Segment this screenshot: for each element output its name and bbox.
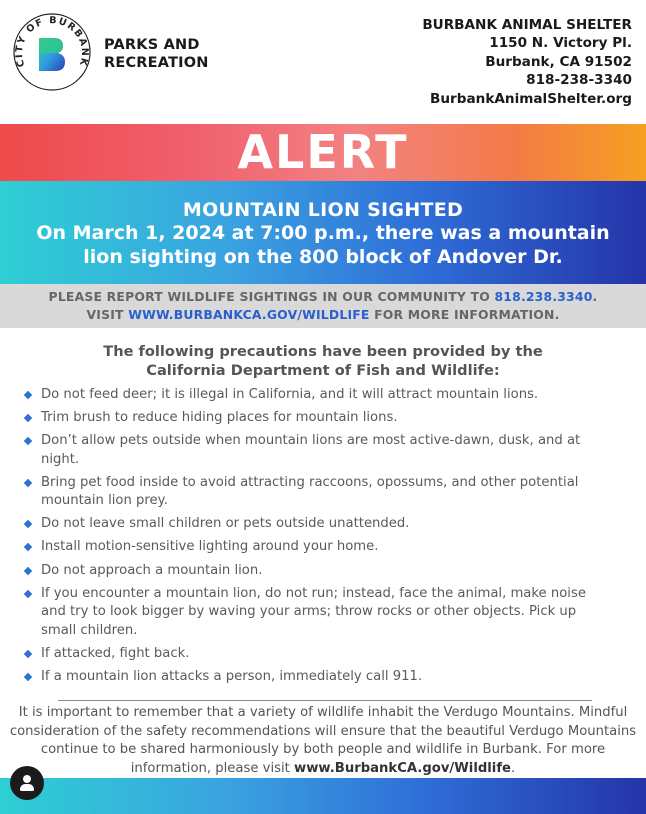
report-line1-text: PLEASE REPORT WILDLIFE SIGHTINGS IN OUR COMMUNITY TO [48, 289, 495, 304]
report-panel [0, 284, 646, 328]
precaution-text: Trim brush to reduce hiding places for mountain lions. [41, 410, 398, 426]
sighting-panel [0, 181, 646, 284]
precaution-text: If a mountain lion attacks a person, immediately call 911. [41, 668, 423, 684]
precaution-item [24, 562, 614, 581]
diamond-bullet-icon [24, 479, 32, 487]
avatar-body [20, 784, 34, 791]
intro-line2: California Department of Fish and Wildlife: [146, 361, 500, 379]
closing-end: . [511, 760, 516, 776]
precaution-item [24, 432, 614, 469]
svg-text:CITY OF BURBANK: CITY OF BURBANK [13, 15, 91, 69]
diamond-bullet-icon [24, 437, 32, 445]
shelter-name: BURBANK ANIMAL SHELTER [422, 17, 632, 33]
precaution-text: Install motion-sensitive lighting around your home. [41, 539, 379, 555]
precaution-text: If attacked, fight back. [41, 645, 190, 661]
diamond-bullet-icon [24, 589, 32, 597]
diamond-bullet-icon [24, 673, 32, 681]
precaution-item [24, 538, 614, 557]
closing-wildlife-link[interactable]: www.BurbankCA.gov/Wildlife [294, 760, 512, 776]
report-line2-text: VISIT [86, 307, 129, 322]
shelter-city: Burbank, CA 91502 [485, 53, 632, 70]
precaution-text: Do not approach a mountain lion. [41, 562, 263, 578]
report-line2 [0, 306, 646, 324]
report-line1 [0, 288, 646, 306]
precautions-intro [0, 343, 646, 380]
header [0, 0, 646, 124]
avatar-head [23, 775, 31, 783]
precaution-item [24, 585, 614, 641]
alert-title: ALERT [237, 125, 409, 179]
report-line2-end: FOR MORE INFORMATION. [369, 307, 560, 322]
diamond-bullet-icon [24, 391, 32, 399]
department-name [104, 36, 209, 72]
precaution-text: Do not feed deer; it is illegal in California, and it will attract mountain lions. [41, 387, 539, 402]
precaution-item [24, 409, 614, 428]
precaution-text: Bring pet food inside to avoid attracting raccoons, opossums, and other potential mountain lion prey. [41, 474, 579, 509]
profile-avatar-icon[interactable] [10, 766, 44, 800]
shelter-website: BurbankAnimalShelter.org [430, 90, 632, 107]
footer-bar [0, 778, 646, 814]
diamond-bullet-icon [24, 650, 32, 658]
shelter-phone: 818-238-3340 [526, 72, 632, 89]
closing-text: It is important to remember that a variety of wildlife inhabit the Verdugo Mountains. Mindful consideration of the safety recommendations will ensure that the beautiful Verdugo Mountains continue to be shared harmoniously by both people and wildlife in Burbank. For more information, please visit [9, 705, 637, 776]
diamond-bullet-icon [24, 520, 32, 528]
precaution-item [24, 515, 614, 534]
divider [58, 700, 592, 701]
precaution-item [24, 645, 614, 664]
precaution-item [24, 474, 614, 511]
report-line1-end: . [592, 289, 598, 304]
department-line1: PARKS AND [104, 37, 200, 53]
shelter-street: 1150 N. Victory Pl. [489, 35, 632, 52]
logo-icon [10, 10, 94, 94]
sighting-title: MOUNTAIN LION SIGHTED [182, 199, 464, 221]
diamond-bullet-icon [24, 543, 32, 551]
report-phone-link[interactable]: 818.238.3340 [494, 289, 593, 304]
sighting-description: On March 1, 2024 at 7:00 p.m., there was a mountain lion sighting on the 800 block of Andover Dr. [36, 222, 610, 268]
closing-paragraph [0, 704, 646, 778]
intro-line1: The following precautions have been provided by the [103, 343, 543, 360]
precaution-text: If you encounter a mountain lion, do not run; instead, face the animal, make noise and try to look bigger by waving your arms; throw rocks or other objects. Pick up small children. [41, 585, 586, 638]
precautions-list [24, 386, 614, 691]
precaution-text: Do not leave small children or pets outside unattended. [41, 516, 410, 532]
shelter-address [422, 16, 632, 108]
report-url-link[interactable]: WWW.BURBANKCA.GOV/WILDLIFE [128, 307, 370, 322]
precaution-text: Don’t allow pets outside when mountain lions are most active-dawn, dusk, and at night. [41, 433, 581, 467]
precaution-item [24, 668, 614, 687]
department-line2: RECREATION [104, 55, 209, 71]
diamond-bullet-icon [24, 414, 32, 422]
precaution-item [24, 386, 614, 405]
city-of-burbank-logo [10, 10, 94, 94]
alert-banner [0, 124, 646, 181]
diamond-bullet-icon [24, 566, 32, 574]
